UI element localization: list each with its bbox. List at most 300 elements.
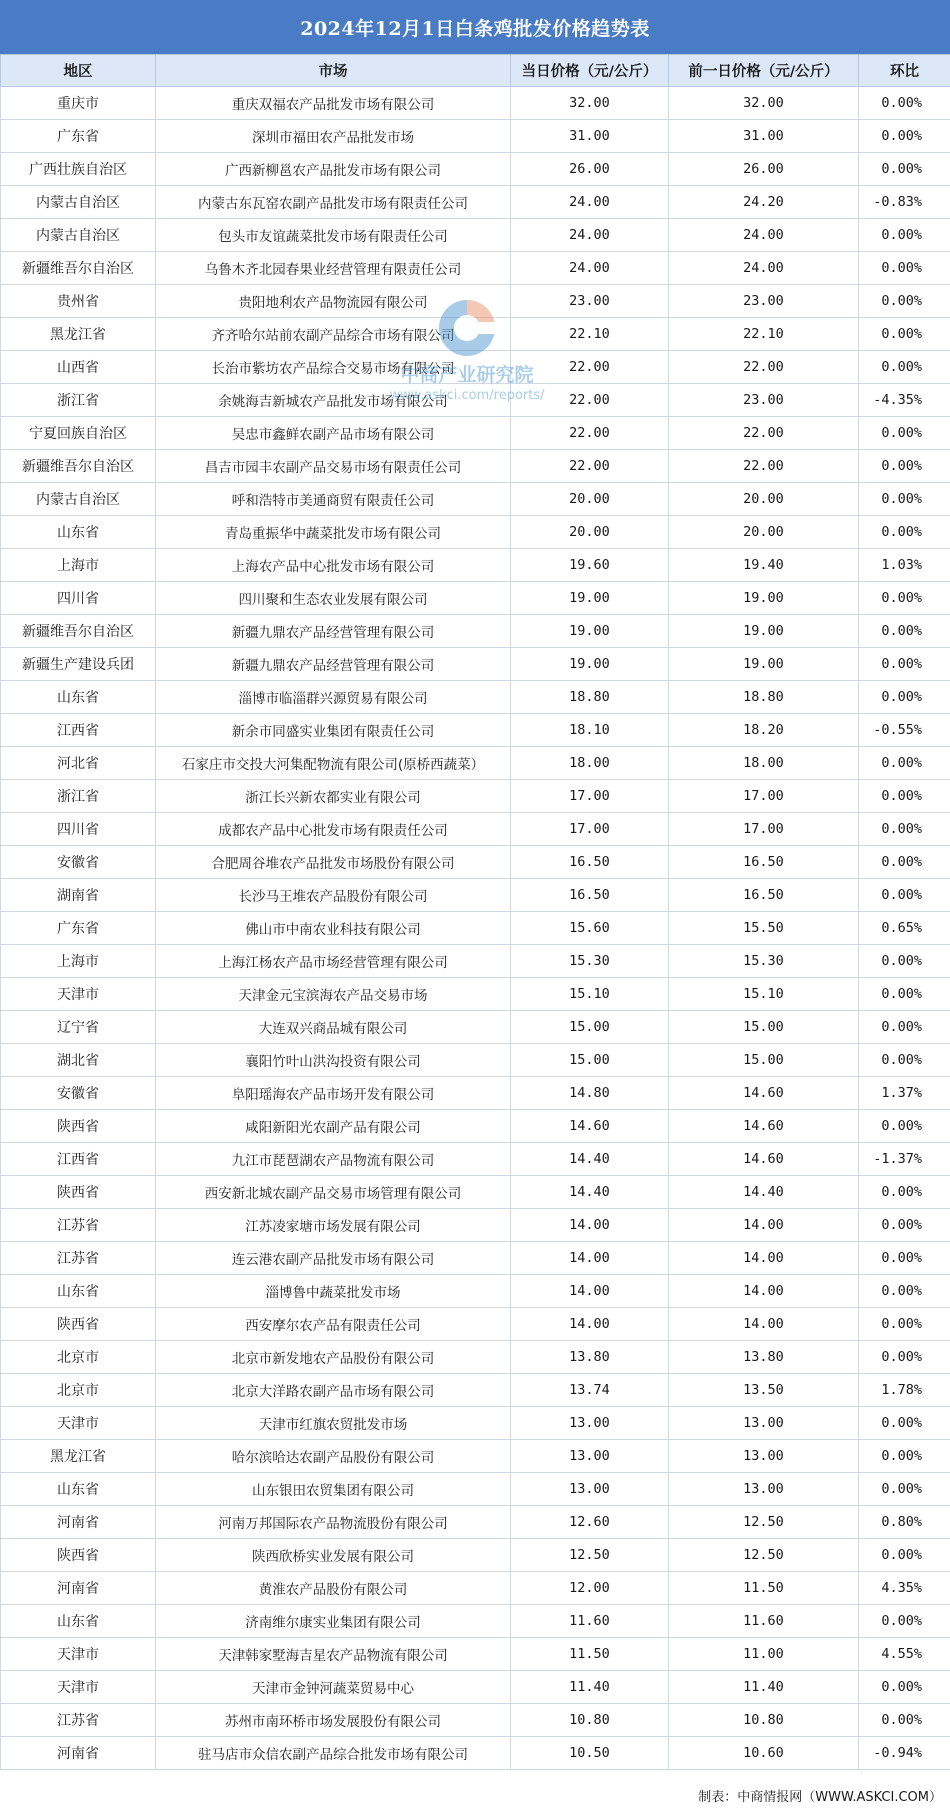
cell-previous-price: 23.00 [669,384,859,417]
cell-market: 济南维尔康实业集团有限公司 [156,1605,511,1638]
cell-current-price: 23.00 [511,285,669,318]
cell-current-price: 13.80 [511,1341,669,1374]
cell-region: 广西壮族自治区 [1,153,156,186]
cell-market: 青岛重振华中蔬菜批发市场有限公司 [156,516,511,549]
column-header-current-price: 当日价格（元/公斤） [511,55,669,87]
cell-current-price: 14.60 [511,1110,669,1143]
table-row [1,1407,950,1440]
cell-region: 黑龙江省 [1,1440,156,1473]
cell-region: 河南省 [1,1506,156,1539]
cell-previous-price: 14.00 [669,1275,859,1308]
cell-change: -0.83% [859,186,950,219]
cell-market: 大连双兴商品城有限公司 [156,1011,511,1044]
cell-market: 北京大洋路农副产品市场有限公司 [156,1374,511,1407]
cell-current-price: 31.00 [511,120,669,153]
cell-region: 新疆维吾尔自治区 [1,615,156,648]
cell-market: 苏州市南环桥市场发展股份有限公司 [156,1704,511,1737]
cell-market: 贵阳地利农产品物流园有限公司 [156,285,511,318]
cell-region: 山东省 [1,1605,156,1638]
table-row [1,1308,950,1341]
table-row [1,714,950,747]
table-row [1,615,950,648]
cell-market: 四川聚和生态农业发展有限公司 [156,582,511,615]
cell-market: 阜阳瑶海农产品市场开发有限公司 [156,1077,511,1110]
cell-current-price: 13.00 [511,1440,669,1473]
cell-current-price: 19.00 [511,648,669,681]
cell-previous-price: 13.00 [669,1440,859,1473]
table-row [1,648,950,681]
table-row [1,318,950,351]
cell-region: 贵州省 [1,285,156,318]
cell-change: 0.00% [859,120,950,153]
cell-previous-price: 13.50 [669,1374,859,1407]
cell-region: 内蒙古自治区 [1,186,156,219]
cell-current-price: 20.00 [511,516,669,549]
cell-region: 陕西省 [1,1308,156,1341]
cell-previous-price: 12.50 [669,1506,859,1539]
cell-market: 成都农产品中心批发市场有限责任公司 [156,813,511,846]
cell-change: 1.03% [859,549,950,582]
cell-market: 西安新北城农副产品交易市场管理有限公司 [156,1176,511,1209]
cell-previous-price: 11.60 [669,1605,859,1638]
table-header-row [1,55,950,87]
table-row [1,747,950,780]
table-row [1,912,950,945]
cell-change: 0.00% [859,87,950,120]
table-row [1,219,950,252]
table-row [1,978,950,1011]
cell-region: 江西省 [1,1143,156,1176]
cell-change: 4.55% [859,1638,950,1671]
cell-previous-price: 24.00 [669,252,859,285]
cell-current-price: 19.00 [511,582,669,615]
cell-region: 北京市 [1,1341,156,1374]
cell-region: 新疆维吾尔自治区 [1,252,156,285]
table-row [1,1737,950,1770]
cell-current-price: 14.00 [511,1242,669,1275]
cell-current-price: 18.80 [511,681,669,714]
table-row [1,252,950,285]
cell-region: 山西省 [1,351,156,384]
cell-market: 黄淮农产品股份有限公司 [156,1572,511,1605]
cell-market: 浙江长兴新农都实业有限公司 [156,780,511,813]
table-row [1,1242,950,1275]
cell-previous-price: 15.50 [669,912,859,945]
cell-previous-price: 22.10 [669,318,859,351]
table-row [1,879,950,912]
cell-market: 吴忠市鑫鲜农副产品市场有限公司 [156,417,511,450]
cell-market: 山东银田农贸集团有限公司 [156,1473,511,1506]
table-row [1,450,950,483]
cell-change: 0.65% [859,912,950,945]
cell-current-price: 13.00 [511,1407,669,1440]
cell-previous-price: 14.60 [669,1143,859,1176]
cell-market: 重庆双福农产品批发市场有限公司 [156,87,511,120]
cell-current-price: 15.30 [511,945,669,978]
cell-region: 广东省 [1,120,156,153]
cell-market: 哈尔滨哈达农副产品股份有限公司 [156,1440,511,1473]
table-row [1,1374,950,1407]
table-row [1,1605,950,1638]
cell-market: 余姚海吉新城农产品批发市场有限公司 [156,384,511,417]
cell-previous-price: 12.50 [669,1539,859,1572]
cell-change: 0.00% [859,285,950,318]
cell-region: 陕西省 [1,1110,156,1143]
cell-previous-price: 16.50 [669,879,859,912]
cell-region: 新疆维吾尔自治区 [1,450,156,483]
cell-market: 淄博鲁中蔬菜批发市场 [156,1275,511,1308]
column-header-previous-price: 前一日价格（元/公斤） [669,55,859,87]
cell-current-price: 22.00 [511,384,669,417]
cell-previous-price: 20.00 [669,516,859,549]
cell-current-price: 22.10 [511,318,669,351]
cell-current-price: 22.00 [511,417,669,450]
cell-change: 0.00% [859,1242,950,1275]
table-row [1,681,950,714]
cell-market: 石家庄市交投大河集配物流有限公司(原桥西蔬菜） [156,747,511,780]
cell-region: 河北省 [1,747,156,780]
cell-current-price: 10.50 [511,1737,669,1770]
table-row [1,1143,950,1176]
cell-current-price: 14.40 [511,1143,669,1176]
watermark-url: www.askci.com/reports/ [389,388,545,403]
cell-market: 包头市友谊蔬菜批发市场有限责任公司 [156,219,511,252]
cell-market: 新疆九鼎农产品经营管理有限公司 [156,648,511,681]
cell-market: 咸阳新阳光农副产品有限公司 [156,1110,511,1143]
cell-current-price: 11.60 [511,1605,669,1638]
cell-change: 0.00% [859,1704,950,1737]
cell-market: 九江市琵琶湖农产品物流有限公司 [156,1143,511,1176]
cell-region: 宁夏回族自治区 [1,417,156,450]
cell-previous-price: 22.00 [669,417,859,450]
table-row [1,120,950,153]
cell-previous-price: 14.00 [669,1242,859,1275]
cell-change: -0.55% [859,714,950,747]
cell-market: 呼和浩特市美通商贸有限责任公司 [156,483,511,516]
cell-region: 辽宁省 [1,1011,156,1044]
cell-change: 0.00% [859,483,950,516]
cell-current-price: 14.00 [511,1209,669,1242]
cell-change: 0.00% [859,747,950,780]
table-row [1,351,950,384]
cell-current-price: 11.40 [511,1671,669,1704]
cell-previous-price: 15.00 [669,1011,859,1044]
cell-change: 0.00% [859,351,950,384]
cell-current-price: 20.00 [511,483,669,516]
cell-previous-price: 15.10 [669,978,859,1011]
cell-current-price: 18.10 [511,714,669,747]
table-row [1,780,950,813]
cell-current-price: 15.10 [511,978,669,1011]
cell-region: 江苏省 [1,1704,156,1737]
cell-change: 0.00% [859,1440,950,1473]
cell-change: 0.00% [859,1473,950,1506]
cell-change: 0.00% [859,648,950,681]
cell-previous-price: 18.80 [669,681,859,714]
cell-region: 四川省 [1,813,156,846]
cell-change: 0.00% [859,1308,950,1341]
cell-change: 0.00% [859,1209,950,1242]
cell-previous-price: 18.00 [669,747,859,780]
cell-region: 北京市 [1,1374,156,1407]
cell-current-price: 12.60 [511,1506,669,1539]
cell-region: 内蒙古自治区 [1,483,156,516]
cell-current-price: 13.00 [511,1473,669,1506]
cell-current-price: 24.00 [511,186,669,219]
cell-current-price: 14.80 [511,1077,669,1110]
cell-region: 河南省 [1,1572,156,1605]
cell-change: 0.00% [859,879,950,912]
cell-current-price: 11.50 [511,1638,669,1671]
cell-current-price: 19.00 [511,615,669,648]
cell-change: 0.00% [859,780,950,813]
cell-previous-price: 10.80 [669,1704,859,1737]
cell-market: 天津市金钟河蔬菜贸易中心 [156,1671,511,1704]
cell-market: 长沙马王堆农产品股份有限公司 [156,879,511,912]
cell-change: 0.00% [859,978,950,1011]
price-table [0,54,950,1770]
cell-current-price: 13.74 [511,1374,669,1407]
cell-region: 山东省 [1,516,156,549]
cell-market: 上海江杨农产品市场经营管理有限公司 [156,945,511,978]
table-row [1,1572,950,1605]
cell-change: 0.00% [859,1176,950,1209]
cell-previous-price: 24.00 [669,219,859,252]
cell-current-price: 24.00 [511,252,669,285]
cell-previous-price: 13.00 [669,1473,859,1506]
cell-change: 0.00% [859,318,950,351]
cell-previous-price: 18.20 [669,714,859,747]
table-row [1,1275,950,1308]
table-row [1,384,950,417]
cell-current-price: 17.00 [511,780,669,813]
cell-change: 1.37% [859,1077,950,1110]
cell-previous-price: 32.00 [669,87,859,120]
cell-previous-price: 13.00 [669,1407,859,1440]
cell-region: 江西省 [1,714,156,747]
cell-previous-price: 19.40 [669,549,859,582]
cell-region: 浙江省 [1,384,156,417]
cell-previous-price: 10.60 [669,1737,859,1770]
watermark-name: 中商产业研究院 [400,364,534,386]
cell-market: 上海农产品中心批发市场有限公司 [156,549,511,582]
cell-market: 合肥周谷堆农产品批发市场股份有限公司 [156,846,511,879]
cell-change: 0.00% [859,219,950,252]
table-row [1,1473,950,1506]
table-row [1,1341,950,1374]
cell-previous-price: 22.00 [669,351,859,384]
cell-market: 乌鲁木齐北园春果业经营管理有限责任公司 [156,252,511,285]
cell-region: 湖南省 [1,879,156,912]
cell-change: 0.00% [859,1044,950,1077]
cell-market: 河南万邦国际农产品物流股份有限公司 [156,1506,511,1539]
cell-market: 天津市红旗农贸批发市场 [156,1407,511,1440]
cell-change: 0.00% [859,1539,950,1572]
table-row [1,1506,950,1539]
table-row [1,1110,950,1143]
cell-region: 天津市 [1,1671,156,1704]
table-row [1,1671,950,1704]
cell-region: 山东省 [1,1473,156,1506]
cell-market: 陕西欣桥实业发展有限公司 [156,1539,511,1572]
cell-previous-price: 19.00 [669,648,859,681]
cell-change: 0.00% [859,681,950,714]
table-row [1,1440,950,1473]
cell-previous-price: 15.00 [669,1044,859,1077]
cell-region: 陕西省 [1,1539,156,1572]
cell-region: 上海市 [1,549,156,582]
cell-change: 0.00% [859,615,950,648]
cell-current-price: 19.60 [511,549,669,582]
cell-change: 0.00% [859,1341,950,1374]
source-footer: 制表：中商情报网（WWW.ASKCI.COM） [698,1789,942,1805]
cell-previous-price: 11.50 [669,1572,859,1605]
table-body [1,87,950,1770]
cell-region: 重庆市 [1,87,156,120]
cell-market: 连云港农副产品批发市场有限公司 [156,1242,511,1275]
cell-region: 天津市 [1,1638,156,1671]
cell-change: 0.00% [859,846,950,879]
table-row [1,186,950,219]
cell-change: 0.00% [859,582,950,615]
cell-region: 湖北省 [1,1044,156,1077]
cell-region: 黑龙江省 [1,318,156,351]
cell-change: 0.00% [859,813,950,846]
cell-previous-price: 22.00 [669,450,859,483]
cell-market: 长治市紫坊农产品综合交易市场有限公司 [156,351,511,384]
cell-change: 0.00% [859,1671,950,1704]
cell-market: 新疆九鼎农产品经营管理有限公司 [156,615,511,648]
cell-market: 西安摩尔农产品有限责任公司 [156,1308,511,1341]
cell-current-price: 24.00 [511,219,669,252]
cell-change: 0.00% [859,1110,950,1143]
cell-change: 0.00% [859,252,950,285]
column-header-region: 地区 [1,55,156,87]
cell-previous-price: 17.00 [669,813,859,846]
cell-previous-price: 24.20 [669,186,859,219]
cell-region: 天津市 [1,978,156,1011]
cell-market: 驻马店市众信农副产品综合批发市场有限公司 [156,1737,511,1770]
cell-current-price: 12.50 [511,1539,669,1572]
cell-region: 天津市 [1,1407,156,1440]
table-row [1,1539,950,1572]
cell-previous-price: 26.00 [669,153,859,186]
cell-previous-price: 31.00 [669,120,859,153]
cell-change: -1.37% [859,1143,950,1176]
cell-market: 北京市新发地农产品股份有限公司 [156,1341,511,1374]
cell-previous-price: 14.60 [669,1077,859,1110]
cell-change: 0.00% [859,153,950,186]
cell-current-price: 22.00 [511,450,669,483]
cell-market: 江苏凌家塘市场发展有限公司 [156,1209,511,1242]
cell-previous-price: 17.00 [669,780,859,813]
cell-market: 新余市同盛实业集团有限责任公司 [156,714,511,747]
cell-current-price: 16.50 [511,846,669,879]
cell-current-price: 22.00 [511,351,669,384]
table-row [1,516,950,549]
cell-region: 安徽省 [1,846,156,879]
cell-change: 4.35% [859,1572,950,1605]
cell-current-price: 15.00 [511,1011,669,1044]
cell-previous-price: 14.00 [669,1308,859,1341]
table-row [1,1011,950,1044]
cell-region: 内蒙古自治区 [1,219,156,252]
cell-market: 深圳市福田农产品批发市场 [156,120,511,153]
cell-previous-price: 19.00 [669,582,859,615]
cell-market: 襄阳竹叶山洪沟投资有限公司 [156,1044,511,1077]
cell-change: 0.00% [859,1011,950,1044]
cell-current-price: 14.00 [511,1275,669,1308]
cell-region: 上海市 [1,945,156,978]
cell-current-price: 15.60 [511,912,669,945]
cell-previous-price: 14.60 [669,1110,859,1143]
cell-change: 0.00% [859,945,950,978]
table-row [1,153,950,186]
table-row [1,1638,950,1671]
cell-region: 陕西省 [1,1176,156,1209]
cell-current-price: 26.00 [511,153,669,186]
cell-change: 0.00% [859,1407,950,1440]
column-header-market: 市场 [156,55,511,87]
cell-change: 0.00% [859,450,950,483]
table-row [1,483,950,516]
cell-current-price: 14.00 [511,1308,669,1341]
cell-market: 淄博市临淄群兴源贸易有限公司 [156,681,511,714]
table-title: 2024年12月1日白条鸡批发价格趋势表 [0,0,950,54]
cell-region: 浙江省 [1,780,156,813]
cell-market: 天津金元宝滨海农产品交易市场 [156,978,511,1011]
cell-change: 0.00% [859,1605,950,1638]
cell-current-price: 10.80 [511,1704,669,1737]
cell-region: 安徽省 [1,1077,156,1110]
cell-previous-price: 20.00 [669,483,859,516]
cell-current-price: 12.00 [511,1572,669,1605]
cell-market: 天津韩家墅海吉星农产品物流有限公司 [156,1638,511,1671]
cell-market: 齐齐哈尔站前农副产品综合市场有限公司 [156,318,511,351]
cell-change: 0.00% [859,516,950,549]
table-row [1,87,950,120]
cell-previous-price: 11.40 [669,1671,859,1704]
column-header-change: 环比 [859,55,950,87]
table-row [1,1176,950,1209]
cell-change: -4.35% [859,384,950,417]
cell-change: -0.94% [859,1737,950,1770]
table-row [1,1077,950,1110]
cell-region: 江苏省 [1,1242,156,1275]
table-row [1,582,950,615]
cell-region: 江苏省 [1,1209,156,1242]
table-row [1,1209,950,1242]
cell-change: 0.00% [859,1275,950,1308]
table-row [1,285,950,318]
cell-previous-price: 15.30 [669,945,859,978]
cell-region: 河南省 [1,1737,156,1770]
cell-previous-price: 11.00 [669,1638,859,1671]
cell-region: 山东省 [1,681,156,714]
cell-region: 四川省 [1,582,156,615]
table-row [1,549,950,582]
table-row [1,1044,950,1077]
table-row [1,1704,950,1737]
cell-current-price: 32.00 [511,87,669,120]
cell-change: 1.78% [859,1374,950,1407]
cell-region: 广东省 [1,912,156,945]
cell-previous-price: 13.80 [669,1341,859,1374]
cell-previous-price: 14.00 [669,1209,859,1242]
table-row [1,813,950,846]
table-row [1,945,950,978]
cell-previous-price: 16.50 [669,846,859,879]
